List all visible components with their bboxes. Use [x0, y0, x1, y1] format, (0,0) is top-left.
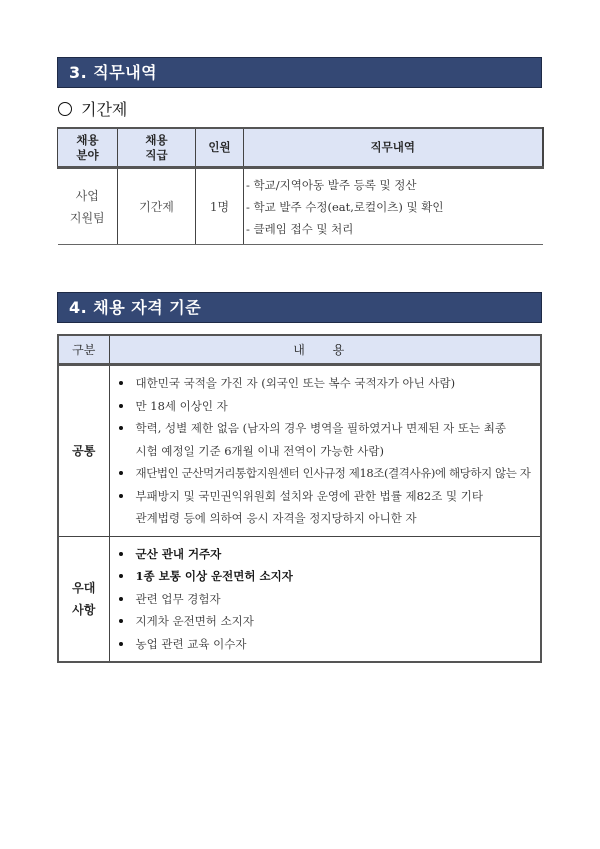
list-item-continuation: 관계법령 등에 의하여 응시 자격을 정지당하지 아니한 자	[135, 511, 417, 525]
duty-item: - 학교 발주 수정(eat,로컬이츠) 및 확인	[246, 199, 444, 214]
job-duties-table	[57, 127, 544, 245]
cell-grade: 기간제	[118, 168, 196, 245]
list-item: 학력, 성별 제한 없음 (남자의 경우 병역을 필하였거나 면제된 자 또는 최종	[118, 417, 541, 440]
cell-duties	[244, 168, 543, 245]
table-row-common	[58, 365, 541, 537]
category-common: 공통	[58, 365, 109, 537]
list-item: 농업 관련 교육 이수자	[118, 633, 541, 656]
qualification-table	[57, 334, 542, 663]
header-duties: 직무내역	[244, 128, 543, 168]
cell-field: 사업 지원팀	[58, 168, 118, 245]
duty-item: - 클레임 접수 및 처리	[246, 221, 354, 236]
header-category: 구분	[58, 335, 109, 365]
header-content: 내 용	[109, 335, 541, 365]
list-item: 재단법인 군산먹거리통합지원센터 인사규정 제18조(결격사유)에 해당하지 않는 자	[118, 462, 541, 485]
list-item: 부패방지 및 국민권익위원회 설치와 운영에 관한 법률 제82조 및 기타	[118, 485, 541, 508]
header-count: 인원	[196, 128, 244, 168]
employment-type-heading	[58, 97, 127, 120]
table-header-row	[58, 128, 543, 168]
list-item: 만 18세 이상인 자	[118, 395, 541, 418]
section-4-title: 4. 채용 자격 기준	[69, 298, 202, 317]
list-item: 군산 관내 거주자	[118, 543, 541, 566]
preferred-qualifications	[109, 536, 541, 662]
table-header-row	[58, 335, 541, 365]
header-grade: 채용 직급	[118, 128, 196, 168]
list-item: 대한민국 국적을 가진 자 (외국인 또는 복수 국적자가 아닌 사람)	[118, 372, 541, 395]
duty-item: - 학교/지역아동 발주 등록 및 정산	[246, 177, 417, 192]
section-3-title: 3. 직무내역	[69, 63, 158, 82]
circle-bullet-icon	[58, 102, 72, 116]
list-item: 관련 업무 경험자	[118, 588, 541, 611]
table-row-preferred	[58, 536, 541, 662]
section-3-title-bar	[57, 57, 542, 88]
list-item: 지게차 운전면허 소지자	[118, 610, 541, 633]
section-4-title-bar	[57, 292, 542, 323]
header-field: 채용 분야	[58, 128, 118, 168]
cell-count: 1명	[196, 168, 244, 245]
list-item: 1종 보통 이상 운전면허 소지자	[118, 565, 541, 588]
table-row	[58, 168, 543, 245]
common-requirements	[109, 365, 541, 537]
list-item-continuation: 시험 예정일 기준 6개월 이내 전역이 가능한 사람)	[135, 443, 384, 458]
employment-type-label: 기간제	[81, 100, 128, 119]
category-preferred: 우대 사항	[58, 536, 109, 662]
